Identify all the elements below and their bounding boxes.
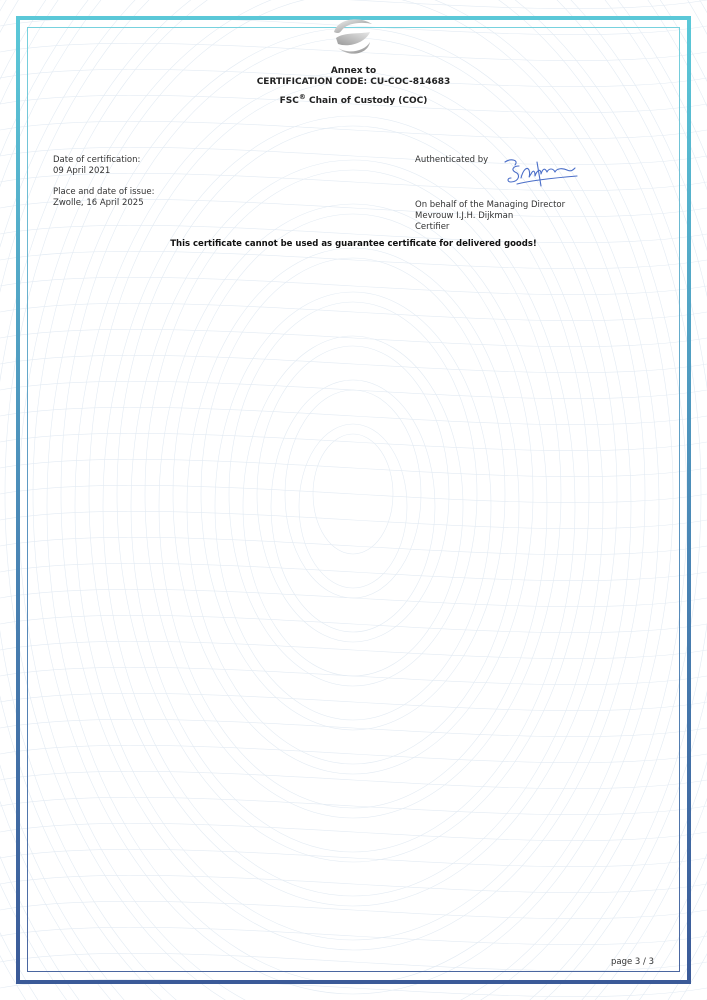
certificate-header [0, 66, 707, 107]
certification-details [53, 155, 154, 209]
certifier-name: Mevrouw I.J.H. Dijkman [415, 211, 514, 221]
date-of-certification-label: Date of certification: [53, 155, 141, 165]
registered-mark: ® [298, 93, 306, 101]
guarantee-warning: This certificate cannot be used as guarantee certificate for delivered goods! [170, 239, 537, 249]
authenticated-by-label: Authenticated by [415, 155, 489, 165]
signature-icon [497, 156, 581, 192]
date-of-certification-value: 09 April 2021 [53, 166, 111, 176]
authentication-details [415, 200, 565, 233]
page-number: page 3 / 3 [610, 957, 654, 967]
certifier-role: Certifier [415, 222, 450, 232]
authentication-label-block [415, 155, 488, 166]
certifier-logo-icon [330, 14, 376, 58]
certification-code: CERTIFICATION CODE: CU-COC-814683 [256, 77, 451, 87]
place-date-issue-label: Place and date of issue: [53, 187, 155, 197]
fsc-scheme-name: Chain of Custody (COC) [305, 96, 428, 106]
place-date-issue-value: Zwolle, 16 April 2025 [53, 198, 144, 208]
fsc-prefix: FSC [279, 96, 299, 106]
fsc-scheme-line [0, 92, 707, 107]
on-behalf-line: On behalf of the Managing Director [415, 200, 566, 210]
annex-line: Annex to [330, 66, 377, 76]
